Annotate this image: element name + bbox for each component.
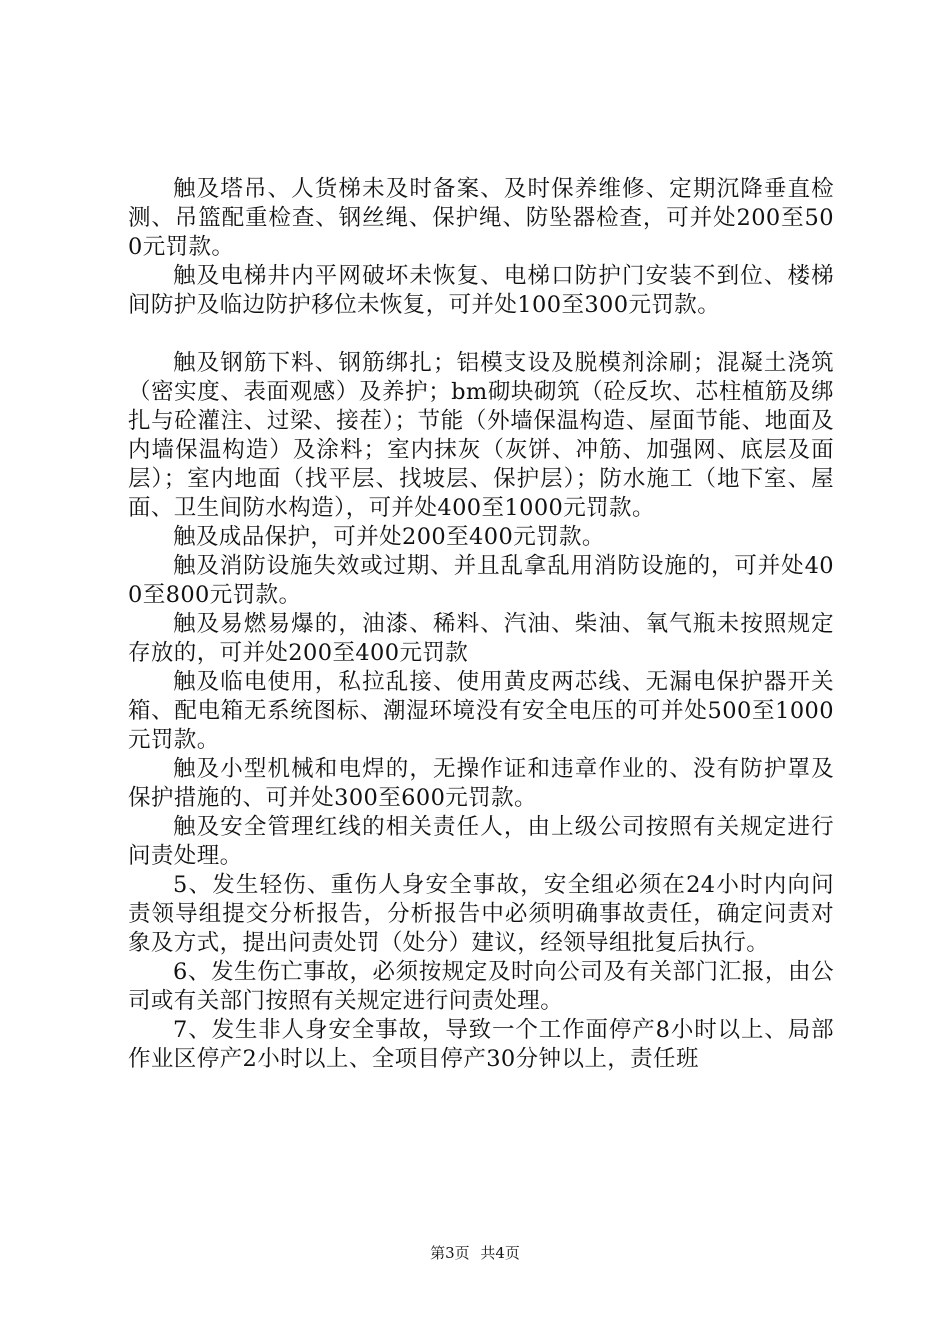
paragraph-item-6: 6、发生伤亡事故，必须按规定及时向公司及有关部门汇报，由公司或有关部门按照有关规定进行问责处理。 (128, 959, 834, 1014)
paragraph-finished-product: 触及成品保护，可并处200至400元罚款。 (173, 524, 605, 550)
page-footer (0, 1243, 950, 1263)
paragraph-fire-facilities: 触及消防设施失效或过期、并且乱拿乱用消防设施的，可并处400至800元罚款。 (128, 553, 834, 608)
paragraph-construction-quality: 触及钢筋下料、钢筋绑扎；铝模支设及脱模剂涂刷；混凝土浇筑（密实度、表面观感）及养护；bm砌块砌筑（砼反坎、芯柱植筋及绑扎与砼灌注、过梁、接茬）；节能（外墙保温构造、屋面节能、地面及内墙保温构造）及涂料；室内抹灰（灰饼、冲筋、加强网、底层及面层）；室内地面（找平层、找坡层、保护层）；防水施工（地下室、屋面、卫生间防水构造），可并处400至1000元罚款。 (128, 350, 834, 521)
paragraph-item-7: 7、发生非人身安全事故，导致一个工作面停产8小时以上、局部作业区停产2小时以上、全项目停产30分钟以上，责任班 (128, 1017, 834, 1072)
paragraph-temporary-power: 触及临电使用，私拉乱接、使用黄皮两芯线、无漏电保护器开关箱、配电箱无系统图标、潮湿环境没有安全电压的可并处500至1000元罚款。 (128, 669, 834, 753)
paragraph-small-machinery: 触及小型机械和电焊的，无操作证和违章作业的、没有防护罩及保护措施的、可并处300至600元罚款。 (128, 756, 834, 811)
paragraph-item-5: 5、发生轻伤、重伤人身安全事故，安全组必须在24小时内向问责领导组提交分析报告，分析报告中必须明确事故责任，确定问责对象及方式，提出问责处罚（处分）建议，经领导组批复后执行。 (128, 872, 834, 956)
paragraph-safety-redline: 触及安全管理红线的相关责任人，由上级公司按照有关规定进行问责处理。 (128, 814, 834, 869)
paragraph-tower-crane: 触及塔吊、人货梯未及时备案、及时保养维修、定期沉降垂直检测、吊篮配重检查、钢丝绳、保护绳、防坠器检查，可并处200至500元罚款。 (128, 176, 834, 260)
document-body (128, 175, 834, 1074)
paragraph-flammables: 触及易燃易爆的，油漆、稀料、汽油、柴油、氧气瓶未按照规定存放的，可并处200至400元罚款 (128, 611, 834, 666)
page-number: 第3页 (430, 1244, 470, 1262)
paragraph-elevator-shaft: 触及电梯井内平网破坏未恢复、电梯口防护门安装不到位、楼梯间防护及临边防护移位未恢复，可并处100至300元罚款。 (128, 263, 834, 318)
page-total: 共4页 (480, 1244, 520, 1262)
